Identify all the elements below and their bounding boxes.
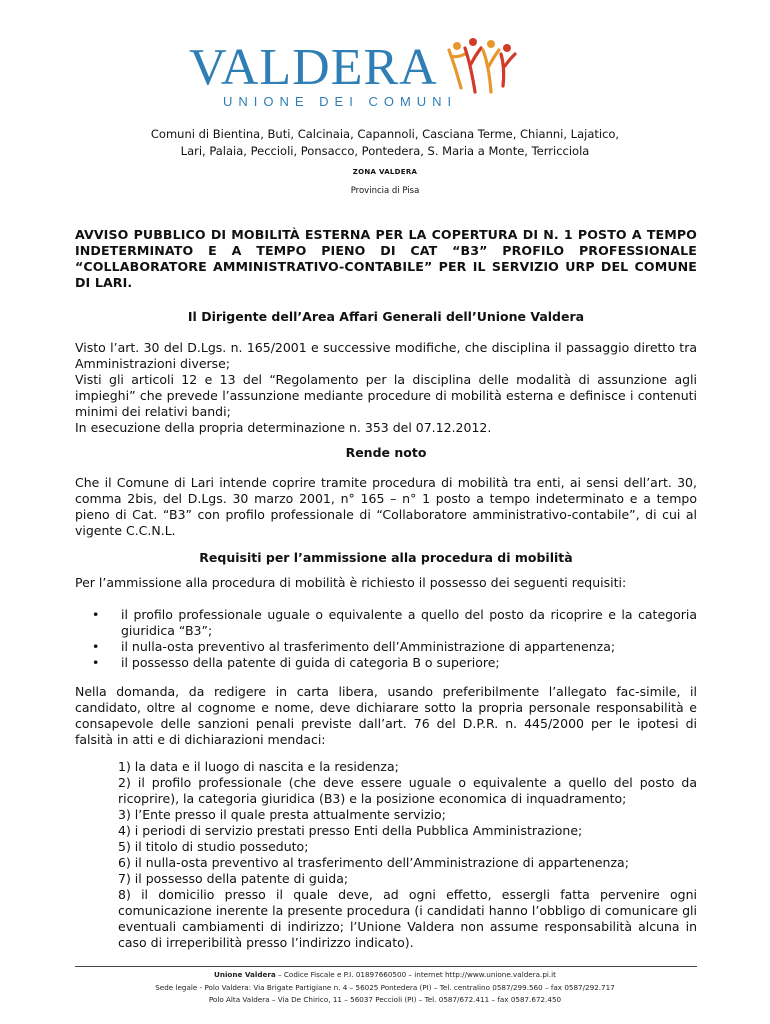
list-item: 8) il domicilio presso il quale deve, ad ogni effetto, essergli fatta pervenire ogni	[118, 887, 697, 902]
declarations-list	[118, 759, 697, 951]
list-item: 3) l’Ente presso il quale presta attualmente servizio;	[118, 807, 446, 822]
paragraph-line: Visto l’art. 30 del D.Lgs. n. 165/2001 e successive modifiche, che disciplina il passaggio diretto tra	[75, 340, 697, 355]
paragraph-line: minimi dei relativi bandi;	[75, 404, 231, 419]
list-item: 6) il nulla-osta preventivo al trasferimento dell’Amministrazione di appartenenza;	[118, 855, 629, 870]
list-item-continued: eventuali cambiamenti di indirizzo; l’Unione Valdera non assume responsabilità alcuna in	[118, 919, 697, 934]
requisiti-intro: Per l’ammissione alla procedura di mobilità è richiesto il possesso dei seguenti requisiti:	[75, 575, 627, 590]
list-item: 2) il profilo professionale (che deve essere uguale o equivalente a quello del posto da	[118, 775, 697, 790]
list-item-line: giuridica “B3”;	[121, 623, 213, 638]
footer-line-2: Sede legale - Polo Valdera: Via Brigate Partigiane n. 4 – 56025 Pontedera (PI) – Tel. centralino 0587/299.560 – fax 0587/292.717	[155, 983, 615, 992]
list-item	[75, 639, 697, 655]
list-item	[75, 655, 697, 671]
paragraph-line: consapevole delle sanzioni penali previste dall’art. 76 del D.P.R. n. 445/2000 per le ipotesi di	[75, 716, 697, 731]
title-line: “COLLABORATORE AMMINISTRATIVO-CONTABILE” PER IL SERVIZIO URP DEL COMUNE	[75, 259, 697, 274]
provincia-label: Provincia di Pisa	[350, 186, 420, 196]
list-item-line: • il profilo professionale uguale o equivalente a quello del posto da ricoprire e la categoria	[121, 607, 697, 622]
paragraph-line: In esecuzione della propria determinazione n. 353 del 07.12.2012.	[75, 420, 492, 435]
list-item: 5) il titolo di studio posseduto;	[118, 839, 309, 854]
requisiti-heading: Requisiti per l’ammissione alla procedura di mobilità	[199, 550, 573, 565]
visto-paragraph	[75, 340, 697, 436]
footer-divider	[75, 966, 697, 967]
paragraph-line: Visti gli articoli 12 e 13 del “Regolamento per la disciplina delle modalità di assunzione agli	[75, 372, 697, 387]
communes-line: Comuni di Bientina, Buti, Calcinaia, Capannoli, Casciana Terme, Chianni, Lajatico,	[150, 127, 620, 141]
domanda-paragraph	[75, 684, 697, 748]
list-item-line: • il nulla-osta preventivo al trasferimento dell’Amministrazione di appartenenza;	[121, 639, 616, 654]
footer-line-3: Polo Alta Valdera – Via De Chirico, 11 – 56037 Peccioli (PI) – Tel. 0587/672.411 – fax 0587.672.450	[208, 995, 562, 1004]
list-item-continued: caso di irreperibilità presso l’indirizzo indicato).	[118, 935, 414, 950]
list-item-continued: ricoprire), la categoria giuridica (B3) e la posizione economica di inquadramento;	[118, 791, 627, 806]
paragraph-line: Amministrazioni diverse;	[75, 356, 231, 371]
logo-wordmark: VALDERA	[189, 39, 438, 96]
che-paragraph	[75, 475, 697, 539]
communes-line: Lari, Palaia, Peccioli, Ponsacco, Pontedera, S. Maria a Monte, Terricciola	[180, 144, 590, 158]
rende-noto-heading: Rende noto	[345, 445, 427, 460]
list-item-line: • il possesso della patente di guida di categoria B o superiore;	[121, 655, 500, 670]
paragraph-line: vigente C.C.N.L.	[75, 523, 176, 538]
communes-list	[120, 126, 650, 160]
list-item	[75, 607, 697, 639]
paragraph-line: falsità in atti e di dichiarazioni mendaci:	[75, 732, 326, 747]
notice-title	[75, 227, 697, 291]
list-item: 7) il possesso della patente di guida;	[118, 871, 349, 886]
requisiti-list	[75, 607, 697, 671]
paragraph-line: Nella domanda, da redigere in carta libera, usando preferibilmente l’allegato fac-simile, il	[75, 684, 697, 699]
paragraph-line: comma 2bis, del D.Lgs. 30 marzo 2001, n° 165 – n° 1 posto a tempo indeterminato e a tempo	[75, 491, 697, 506]
title-line: INDETERMINATO E A TEMPO PIENO DI CAT “B3” PROFILO PROFESSIONALE	[75, 243, 697, 258]
paragraph-line: pieno di Cat. “B3” con profilo professionale di “Collaboratore amministrativo-contabile”, di cui al	[75, 507, 697, 522]
logo-subtitle: UNIONE DEI COMUNI	[223, 94, 458, 109]
people-figures-icon	[447, 36, 517, 98]
footer-fiscal-info: – Codice Fiscale e P.I. 01897660500 – internet http://www.unione.valdera.pi.it	[275, 970, 556, 979]
list-item: 4) i periodi di servizio prestati presso Enti della Pubblica Amministrazione;	[118, 823, 583, 838]
valdera-logo	[185, 36, 585, 116]
title-line: DI LARI.	[75, 275, 133, 290]
paragraph-line: candidato, oltre al cognome e nome, deve dichiarare sotto la propria personale responsabilità e	[75, 700, 697, 715]
list-item-continued: comunicazione inerente la presente procedura (i candidati hanno l’obbligo di comunicare gli	[118, 903, 697, 918]
footer-line-1	[0, 969, 770, 981]
paragraph-line: impieghi” che prevede l’assunzione mediante procedure di mobilità esterna e definisce i contenuti	[75, 388, 697, 403]
dirigente-heading: Il Dirigente dell’Area Affari Generali dell’Unione Valdera	[187, 309, 585, 324]
footer-org-name: Unione Valdera	[213, 970, 276, 979]
zona-label: ZONA VALDERA	[352, 168, 418, 176]
paragraph-line: Che il Comune di Lari intende coprire tramite procedura di mobilità tra enti, ai sensi dell’art. 30,	[75, 475, 697, 490]
title-line: AVVISO PUBBLICO DI MOBILITÀ ESTERNA PER LA COPERTURA DI N. 1 POSTO A TEMPO	[75, 227, 697, 242]
list-item: 1) la data e il luogo di nascita e la residenza;	[118, 759, 399, 774]
